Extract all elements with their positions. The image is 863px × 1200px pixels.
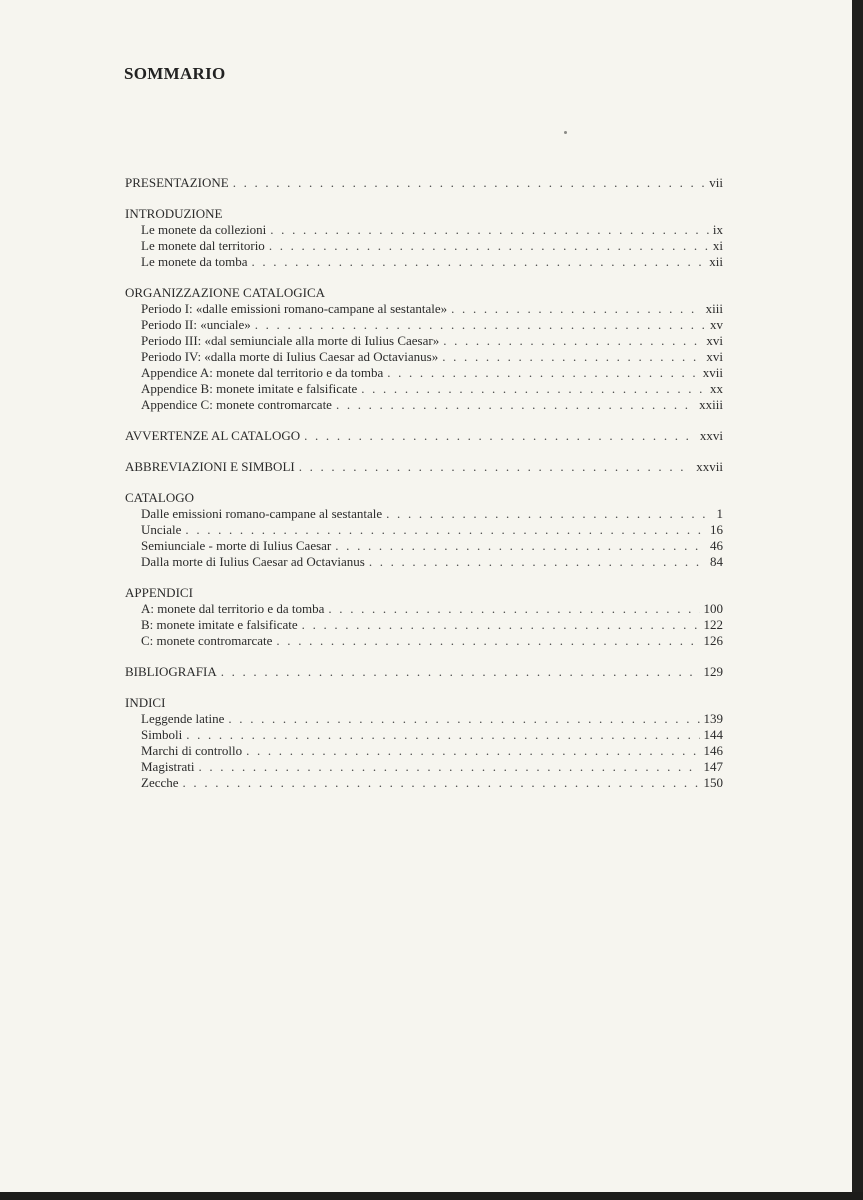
toc-entry[interactable] (125, 317, 723, 333)
toc-entry-label: Appendice A: monete dal territorio e da tomba (141, 365, 384, 380)
toc-page-number: xvi (706, 349, 723, 364)
dot-leader (361, 381, 706, 397)
toc-section (125, 664, 723, 680)
toc-entry[interactable] (125, 333, 723, 349)
toc-entry[interactable] (125, 633, 723, 649)
toc-entry[interactable] (125, 775, 723, 791)
toc-entry-label: Leggende latine (141, 711, 225, 726)
toc-page-number: xxiii (699, 397, 723, 412)
dot-leader (328, 601, 699, 617)
toc-heading-entry[interactable] (125, 428, 723, 444)
scan-edge-bottom (0, 1192, 863, 1200)
toc-page-number: 1 (716, 506, 723, 521)
toc-entry[interactable] (125, 554, 723, 570)
toc-page-number: 122 (703, 617, 723, 632)
toc-page-number: 150 (703, 775, 723, 790)
dot-leader (304, 428, 696, 444)
toc-entry[interactable] (125, 506, 723, 522)
toc-heading-entry[interactable] (125, 459, 723, 475)
dot-leader (276, 633, 699, 649)
toc-entry[interactable] (125, 727, 723, 743)
toc-entry-label: Periodo I: «dalle emissioni romano-campane al sestantale» (141, 301, 448, 316)
toc-entry-label: Appendice B: monete imitate e falsificate (141, 381, 358, 396)
toc-entry[interactable] (125, 381, 723, 397)
toc-heading-label: ABBREVIAZIONI E SIMBOLI (125, 459, 295, 474)
dot-leader (442, 349, 702, 365)
toc-entry-label: C: monete contromarcate (141, 633, 273, 648)
toc-entry-label: Le monete da collezioni (141, 222, 267, 237)
dot-leader (252, 254, 706, 270)
dot-leader (302, 617, 700, 633)
toc-page-number: xiii (705, 301, 723, 316)
toc-entry-label: Appendice C: monete contromarcate (141, 397, 332, 412)
dot-leader (335, 538, 706, 554)
toc-section (125, 490, 723, 570)
dot-leader (186, 727, 699, 743)
toc-entry-label: Marchi di controllo (141, 743, 243, 758)
toc-entry[interactable] (125, 538, 723, 554)
toc-page-number: 146 (703, 743, 723, 758)
dot-leader (221, 664, 700, 680)
dot-leader (198, 759, 699, 775)
paper-speck (564, 131, 567, 134)
toc-page-number: xi (712, 238, 723, 253)
toc-entry[interactable] (125, 349, 723, 365)
table-of-contents (125, 175, 723, 806)
dot-leader (269, 238, 709, 254)
toc-entry-label: Unciale (141, 522, 182, 537)
toc-entry[interactable] (125, 759, 723, 775)
toc-entry-label: Periodo II: «unciale» (141, 317, 251, 332)
toc-entry[interactable] (125, 522, 723, 538)
toc-entry[interactable] (125, 711, 723, 727)
dot-leader (228, 711, 699, 727)
toc-section-heading: INDICI (125, 695, 166, 710)
toc-entry[interactable] (125, 254, 723, 270)
toc-section (125, 695, 723, 791)
dot-leader (369, 554, 706, 570)
toc-entry[interactable] (125, 238, 723, 254)
toc-page-number: xxvi (699, 428, 723, 443)
toc-page-number: xxvii (696, 459, 723, 474)
toc-entry-label: Periodo IV: «dalla morte di Iulius Caesar ad Octavianus» (141, 349, 439, 364)
toc-page-number: xii (709, 254, 723, 269)
toc-entry-label: Le monete da tomba (141, 254, 248, 269)
dot-leader (185, 522, 706, 538)
toc-page-number: xvii (702, 365, 723, 380)
toc-entry-label: Dalla morte di Iulius Caesar ad Octavianus (141, 554, 365, 569)
toc-page-number: vii (709, 175, 723, 190)
toc-section (125, 285, 723, 413)
toc-page-number: 46 (710, 538, 723, 553)
dot-leader (246, 743, 699, 759)
toc-section (125, 175, 723, 191)
toc-page-number: 147 (703, 759, 723, 774)
toc-entry-label: Semiunciale - morte di Iulius Caesar (141, 538, 332, 553)
dot-leader (183, 775, 700, 791)
toc-page-number: xx (710, 381, 723, 396)
toc-page-number: 144 (703, 727, 723, 742)
toc-entry[interactable] (125, 601, 723, 617)
toc-page-number: 129 (703, 664, 723, 679)
toc-entry-label: Magistrati (141, 759, 195, 774)
toc-page-number: 16 (710, 522, 723, 537)
toc-section (125, 585, 723, 649)
toc-page-number: 100 (703, 601, 723, 616)
toc-entry[interactable] (125, 397, 723, 413)
toc-entry-label: A: monete dal territorio e da tomba (141, 601, 325, 616)
toc-section (125, 459, 723, 475)
toc-page-number: 139 (703, 711, 723, 726)
toc-section (125, 206, 723, 270)
toc-section-heading: CATALOGO (125, 490, 195, 505)
toc-heading-label: BIBLIOGRAFIA (125, 664, 217, 679)
dot-leader (270, 222, 709, 238)
toc-section-heading: ORGANIZZAZIONE CATALOGICA (125, 285, 326, 300)
toc-section-heading: APPENDICI (125, 585, 193, 600)
toc-entry-label: B: monete imitate e falsificate (141, 617, 298, 632)
dot-leader (233, 175, 706, 191)
toc-entry[interactable] (125, 365, 723, 381)
toc-page-number: 84 (710, 554, 723, 569)
toc-entry[interactable] (125, 617, 723, 633)
toc-heading-label: AVVERTENZE AL CATALOGO (125, 428, 301, 443)
toc-heading-label: PRESENTAZIONE (125, 175, 229, 190)
toc-entry-label: Periodo III: «dal semiunciale alla morte di Iulius Caesar» (141, 333, 440, 348)
toc-entry-label: Dalle emissioni romano-campane al sestantale (141, 506, 383, 521)
toc-entry[interactable] (125, 743, 723, 759)
scan-edge-right (852, 0, 863, 1200)
toc-heading-entry[interactable] (125, 664, 723, 680)
toc-page-number: xvi (706, 333, 723, 348)
dot-leader (443, 333, 702, 349)
toc-page-number: xv (710, 317, 723, 332)
dot-leader (255, 317, 706, 333)
dot-leader (386, 506, 712, 522)
toc-section-heading: INTRODUZIONE (125, 206, 223, 221)
page-title: SOMMARIO (124, 64, 226, 83)
toc-page-number: 126 (703, 633, 723, 648)
dot-leader (299, 459, 693, 475)
toc-entry-label: Zecche (141, 775, 179, 790)
toc-page-number: ix (712, 222, 723, 237)
dot-leader (387, 365, 699, 381)
toc-heading-entry[interactable] (125, 175, 723, 191)
toc-entry-label: Simboli (141, 727, 183, 742)
dot-leader (336, 397, 695, 413)
toc-entry[interactable] (125, 222, 723, 238)
toc-entry[interactable] (125, 301, 723, 317)
dot-leader (451, 301, 702, 317)
toc-entry-label: Le monete dal territorio (141, 238, 265, 253)
toc-section (125, 428, 723, 444)
